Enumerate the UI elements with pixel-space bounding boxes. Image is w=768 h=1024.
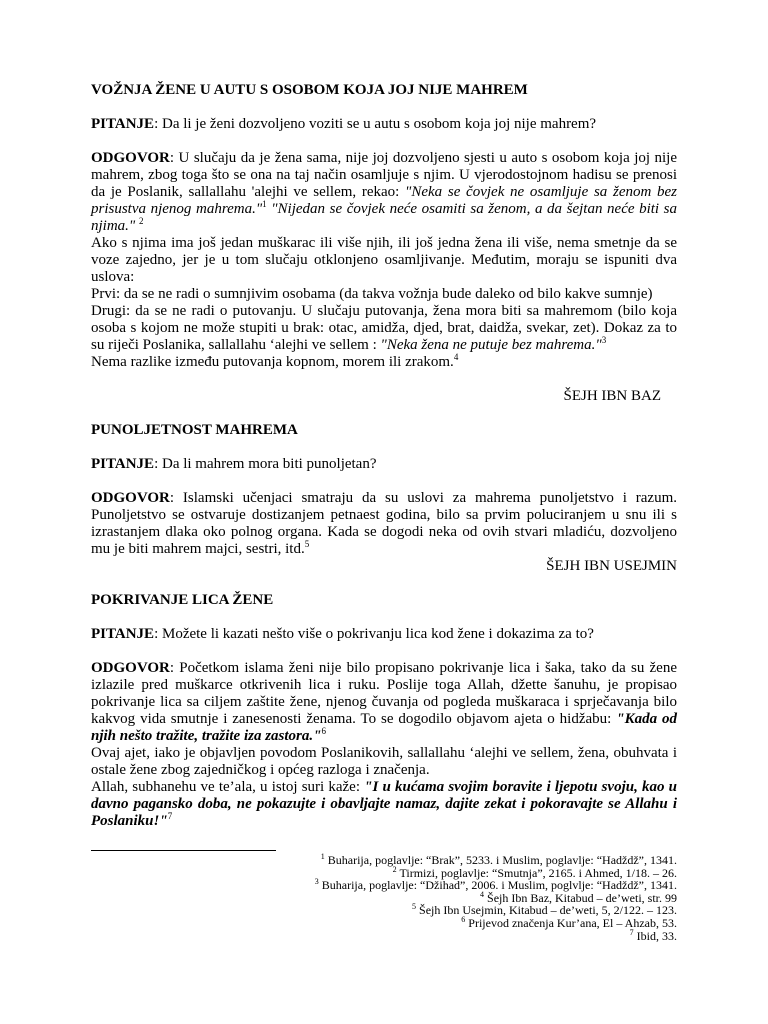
footnote-text: Šejh Ibn Usejmin, Kitabud – de’weti, 5, 2/122. – 123. bbox=[419, 903, 677, 918]
answer-text: : Početkom islama ženi nije bilo propisano pokrivanje lica i šaka, tako da su žene izlazile pred muškarce otkrivenih lica i ruku. Poslije toga Allah, džette šanuhu, je propisao pokrivanje lica sa ciljem zaštite žene, njenog čuvanja od pogleda muškaraca i sprječavanja bilo kakvog vida smutnje i zanesenosti ženama. To se dogodilo objavom ajeta o hidžabu: bbox=[91, 660, 677, 727]
answer-line bbox=[91, 779, 677, 830]
answer-text: : U slučaju da je žena sama, nije joj dozvoljeno sjesti u auto s osobom koja joj nije mahrem, zbog toga što se ona na taj način osamljuje s njim. U vjerodostojnom hadisu se prenosi da je Poslanik, sallallahu 'alejhi ve sellem, rekao: bbox=[91, 150, 677, 200]
footnotes bbox=[91, 854, 677, 942]
answer-line bbox=[91, 303, 677, 354]
footnote-text: Šejh Ibn Baz, Kitabud – de’weti, str. 99 bbox=[487, 890, 677, 905]
footnote-text: Buharija, poglavlje: “Brak”, 5233. i Muslim, poglavlje: “Hadždž”, 1341. bbox=[327, 853, 677, 867]
author-signature: ŠEJH IBN USEJMIN bbox=[546, 558, 677, 574]
author-signature: ŠEJH IBN BAZ bbox=[563, 388, 661, 404]
document-page bbox=[91, 82, 677, 830]
question-label: PITANJE bbox=[91, 116, 155, 132]
answer-label: ODGOVOR bbox=[91, 660, 170, 676]
footnote-text: Tirmizi, poglavlje: “Smutnja”, 2165. i Ahmed, 1/18. – 26. bbox=[399, 865, 677, 880]
hadith-quote: "Nijedan se čovjek neće osamiti sa ženom, a da šejtan neće biti sa njima." bbox=[91, 201, 678, 234]
question-paragraph bbox=[91, 626, 677, 643]
question-label: PITANJE bbox=[91, 626, 155, 642]
footnote-divider bbox=[91, 850, 276, 851]
answer-text: : Islamski učenjaci smatraju da su uslovi za mahrema punoljetstvo i razum. Punoljetstvo se ostvaruje dostizanjem petnaest godina, bilo sa prvim poluciranjem u snu ili s izrastanjem dlaka oko polnog organa. Kada se dogodi neka od ovih stvari mladiću, dozvoljeno mu je biti mahrem majci, sestri, itd. bbox=[91, 490, 677, 557]
hadith-quote: "Neka se čovjek ne osamljuje sa ženom bez prisustva njenog mahrema." bbox=[91, 184, 678, 217]
answer-line: Ako s njima ima još jedan muškarac ili više njih, ili još jedna žena ili više, nema smetnje da se voze zajedno, jer je u tom slučaju otklonjeno osamljivanje. Međutim, moraju se ispuniti dva uslova: bbox=[91, 235, 677, 285]
question-text: : Da li je ženi dozvoljeno voziti se u autu s osobom koja joj nije mahrem? bbox=[154, 116, 597, 132]
answer-text: Nema razlike između putovanja kopnom, morem ili zrakom. bbox=[91, 354, 454, 370]
quran-quote: "Kada od njih nešto tražite, tražite iza zastora." bbox=[91, 711, 677, 744]
answer-line: Prvi: da se ne radi o sumnjivim osobama (da takva vožnja bude daleko od bilo kakve sumnje) bbox=[91, 286, 653, 302]
footnote-ref: 2 bbox=[138, 216, 144, 226]
footnote-number: 1 bbox=[320, 852, 325, 861]
answer-label: ODGOVOR bbox=[91, 150, 170, 166]
footnote-ref: 5 bbox=[304, 539, 310, 549]
section-heading: VOŽNJA ŽENE U AUTU S OSOBOM KOJA JOJ NIJE MAHREM bbox=[91, 82, 528, 98]
question-label: PITANJE bbox=[91, 456, 155, 472]
question-text: : Možete li kazati nešto više o pokrivanju lica kod žene i dokazima za to? bbox=[154, 626, 594, 642]
footnote-text: Prijevod značenja Kur’ana, El – Ahzab, 53. bbox=[468, 915, 677, 930]
footnote-number: 6 bbox=[461, 914, 466, 924]
answer-paragraph bbox=[91, 660, 677, 745]
section-heading: POKRIVANJE LICA ŽENE bbox=[91, 592, 274, 608]
footnote-ref: 3 bbox=[601, 335, 607, 345]
question-paragraph bbox=[91, 116, 677, 133]
footnote-item bbox=[91, 927, 677, 943]
answer-paragraph bbox=[91, 150, 677, 235]
hadith-quote: "Neka žena ne putuje bez mahrema." bbox=[380, 337, 602, 353]
footnote-ref: 7 bbox=[167, 811, 173, 821]
footnote-text: Buharija, poglavlje: “Džihad”, 2006. i Muslim, poglvlje: “Hadždž”, 1341. bbox=[321, 878, 677, 893]
answer-label: ODGOVOR bbox=[91, 490, 170, 506]
question-paragraph bbox=[91, 456, 677, 473]
footnote-text: Ibid, 33. bbox=[636, 928, 677, 943]
answer-line bbox=[91, 354, 677, 371]
answer-line: Ovaj ajet, iako je objavljen povodom Poslanikovih, sallallahu ‘alejhi ve sellem, žena, obuhvata i ostale žene zbog zajedničkog i općeg razloga i značenja. bbox=[91, 745, 677, 778]
footnote-number: 5 bbox=[412, 902, 417, 912]
answer-paragraph bbox=[91, 490, 677, 558]
quran-quote: "I u kućama svojim boravite i ljepotu svoju, kao u davno pagansko doba, ne pokazujte i obavljajte namaz, dajite zekat i pokoravajte se Allahu i Poslaniku!" bbox=[91, 779, 677, 829]
question-text: : Da li mahrem mora biti punoljetan? bbox=[154, 456, 377, 472]
footnote-item bbox=[91, 914, 677, 930]
footnote-ref: 4 bbox=[453, 352, 459, 362]
footnote-ref: 1 bbox=[262, 199, 267, 209]
answer-text: Allah, subhanehu ve te’ala, u istoj suri kaže: bbox=[91, 779, 365, 795]
answer-text: Drugi: da se ne radi o putovanju. U slučaju putovanja, žena mora biti sa mahremom (bilo koja osoba s kojom ne može stupiti u brak: otac, amidža, djed, brat, daidža, svekar, zet). Dokaz za to su riječi Poslanika, sallallahu ‘alejhi ve sellem : bbox=[91, 303, 677, 353]
footnote-number: 2 bbox=[392, 864, 397, 874]
footnote-number: 3 bbox=[314, 877, 319, 887]
footnote-ref: 6 bbox=[321, 726, 326, 736]
footnote-number: 4 bbox=[480, 889, 485, 899]
section-heading: PUNOLJETNOST MAHREMA bbox=[91, 422, 298, 438]
footnote-number: 7 bbox=[629, 927, 634, 937]
